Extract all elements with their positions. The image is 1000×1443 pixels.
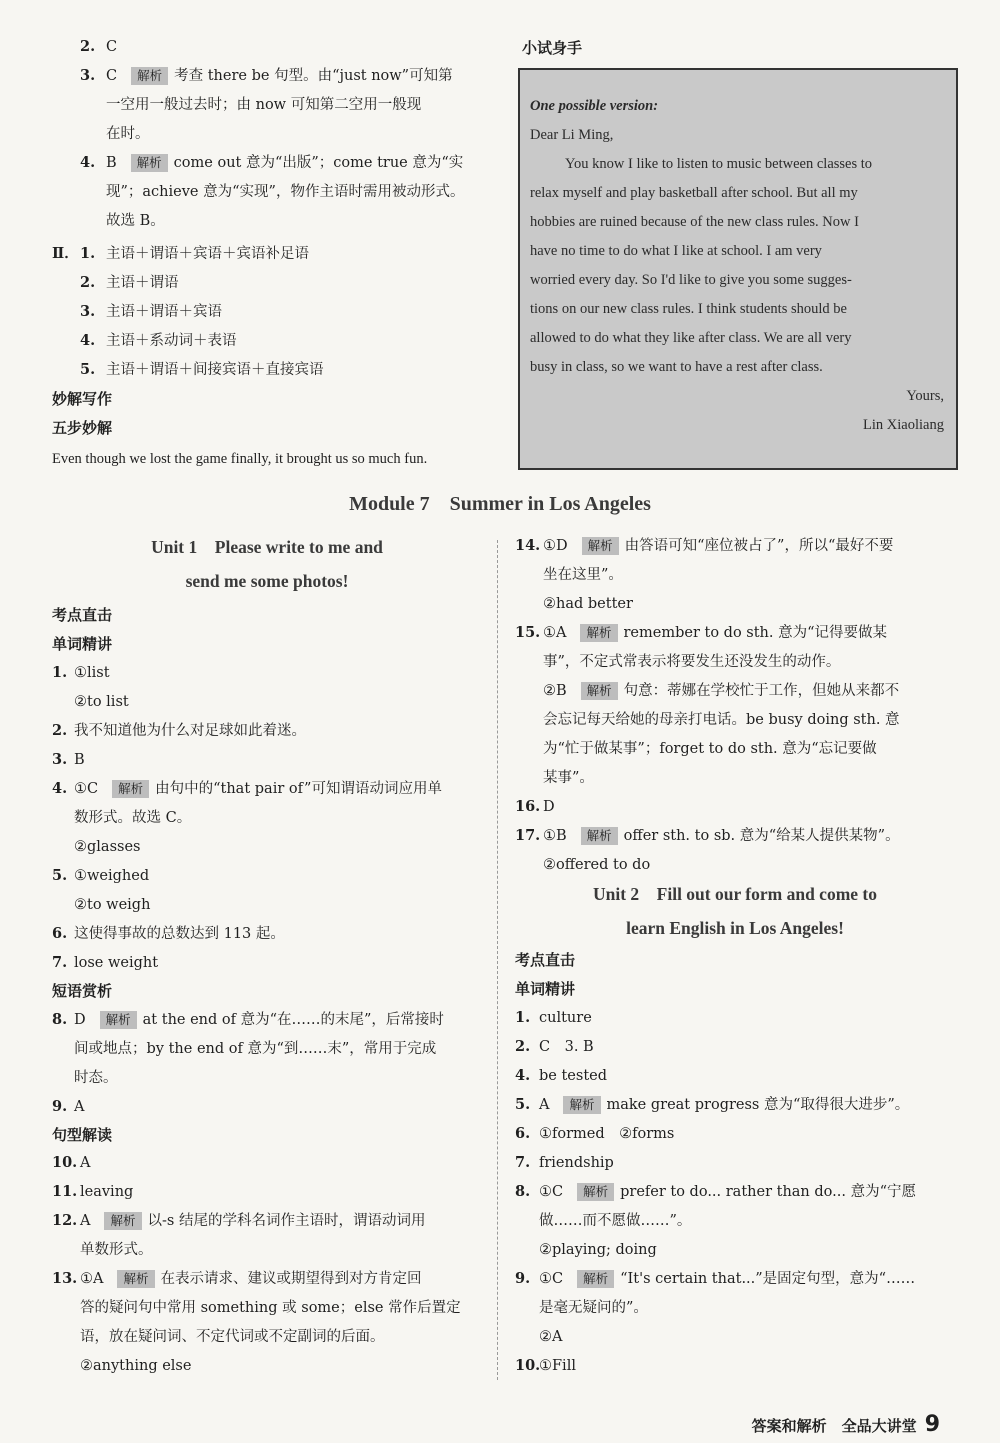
right-line <box>515 681 899 701</box>
right-line <box>515 594 633 614</box>
answer-text: 坐在这里”。 <box>543 567 623 583</box>
item-number: 8. <box>52 1011 68 1028</box>
answer-text: ①B <box>543 828 567 844</box>
answer-text: 为“忙于做某事”；forget to do sth. 意为“忘记要做 <box>543 741 877 757</box>
answer-text: 语，放在疑问词、不定代词或不定副词的后面。 <box>80 1329 385 1345</box>
unit1-title-line1: Unit 1 Please write to me and <box>151 537 383 557</box>
answer-text: 时态。 <box>74 1070 118 1086</box>
unit1b-line <box>52 1010 444 1030</box>
section-two-line <box>80 302 222 322</box>
item-number: 8. <box>515 1183 531 1200</box>
analysis-text: at the end of 意为“在……的末尾”，后常接时 <box>142 1012 444 1028</box>
answer-text: 这使得事故的总数达到 113 起。 <box>74 926 285 942</box>
item-number: 12. <box>52 1212 78 1229</box>
section-two-line <box>80 360 324 380</box>
answer-text: 主语＋谓语＋宾语 <box>106 304 222 320</box>
item-number: 4. <box>80 332 96 349</box>
unit1-line <box>52 953 158 973</box>
answer-text: A <box>80 1213 91 1229</box>
answer-text: ①C <box>539 1271 564 1287</box>
top-left-line <box>80 66 453 86</box>
item-number: 9. <box>52 1098 68 1115</box>
analysis-text: 句意：蒂娜在学校忙于工作，但她从来都不 <box>623 683 900 699</box>
analysis-tag: 解析 <box>577 1270 614 1288</box>
phrase-heading: 短语赏析 <box>52 982 113 1000</box>
answer-text: ①A <box>543 625 567 641</box>
answer-text: B <box>106 155 117 171</box>
right-line <box>515 623 887 643</box>
answer-text: C 3. B <box>539 1039 594 1055</box>
unit2-title-line1: Unit 2 Fill out our form and come to <box>592 884 878 904</box>
item-number: 16. <box>515 798 541 815</box>
analysis-tag: 解析 <box>104 1212 141 1230</box>
right-line <box>515 739 877 759</box>
item-number: 13. <box>52 1270 78 1287</box>
answer-text: ①list <box>74 665 110 681</box>
analysis-text: come out 意为“出版”；come true 意为“实 <box>173 155 464 171</box>
unit2-line <box>515 1095 909 1115</box>
letter-line: relax myself and play basketball after school. But all my <box>530 185 858 201</box>
analysis-text: prefer to do... rather than do... 意为“宁愿 <box>620 1184 916 1200</box>
answer-text: C <box>106 68 118 84</box>
answer-text: A <box>539 1097 550 1113</box>
column-divider <box>497 540 498 1380</box>
answer-text: A <box>80 1155 91 1171</box>
answer-text: ②B <box>543 683 567 699</box>
analysis-tag: 解析 <box>563 1096 600 1114</box>
section-two-roman: Ⅱ． <box>52 245 79 262</box>
item-number: 7. <box>52 954 68 971</box>
unit1-line <box>52 692 129 712</box>
item-number: 6. <box>515 1125 531 1142</box>
answer-text: 答的疑问句中常用 something 或 some；else 常作后置定 <box>80 1300 461 1316</box>
analysis-text: remember to do sth. 意为“记得要做某 <box>623 625 888 641</box>
unit1c-line <box>52 1182 133 1202</box>
answer-text: ①C <box>539 1184 564 1200</box>
answer-text: ②to list <box>74 694 129 710</box>
section-two-line <box>80 273 179 293</box>
item-number: 2. <box>80 38 96 55</box>
unit1-line <box>52 663 110 683</box>
item-number: 10. <box>52 1154 78 1171</box>
analysis-tag: 解析 <box>117 1270 154 1288</box>
letter-line: Yours, <box>906 388 944 404</box>
writing-sentence: Even though we lost the game finally, it brought us so much fun. <box>52 451 428 467</box>
answer-text: be tested <box>539 1068 608 1084</box>
writing-heading: 妙解写作 <box>52 390 113 408</box>
answer-text: ②had better <box>543 596 633 612</box>
practice-heading: 小试身手 <box>522 39 583 57</box>
item-number: 7. <box>515 1154 531 1171</box>
unit1c-line <box>52 1240 153 1260</box>
item-number: 2. <box>52 722 68 739</box>
item-number: 5. <box>515 1096 531 1113</box>
letter-line: have no time to do what I like at school. I am very <box>530 243 822 259</box>
answer-text: C <box>106 39 118 55</box>
analysis-text: 在表示请求、建议或期望得到对方肯定回 <box>160 1271 422 1287</box>
answer-text: ②anything else <box>80 1358 192 1374</box>
letter-line: busy in class, so we want to have a rest after class. <box>530 359 823 375</box>
item-number: 14. <box>515 537 541 554</box>
answer-text: friendship <box>539 1155 614 1171</box>
answer-text: culture <box>539 1010 592 1026</box>
top-left-line <box>80 95 421 115</box>
item-number: 3. <box>52 751 68 768</box>
letter-line: allowed to do what they like after class. We are all very <box>530 330 852 346</box>
answer-text: ①A <box>80 1271 104 1287</box>
answer-text: 主语＋系动词＋表语 <box>106 333 237 349</box>
item-number: 3. <box>80 67 96 84</box>
item-number: 5. <box>80 361 96 378</box>
analysis-text: 由句中的“that pair of”可知谓语动词应用单 <box>155 781 442 797</box>
answer-text: ②offered to do <box>543 857 651 873</box>
item-number: 4. <box>80 154 96 171</box>
analysis-tag: 解析 <box>580 624 617 642</box>
right-line <box>515 565 623 585</box>
unit1b-line <box>52 1039 436 1059</box>
answer-text: 单数形式。 <box>80 1242 153 1258</box>
page-footer <box>752 1412 940 1437</box>
item-number: 9. <box>515 1270 531 1287</box>
unit2-line <box>515 1298 648 1318</box>
analysis-tag: 解析 <box>131 67 168 85</box>
item-number: 6. <box>52 925 68 942</box>
letter-line: Dear Li Ming, <box>530 127 614 143</box>
unit2-line <box>515 1153 614 1173</box>
item-number: 1. <box>52 664 68 681</box>
unit1-title-line2: send me some photos! <box>185 571 349 591</box>
right-line <box>515 826 900 846</box>
analysis-text: “It's certain that...”是固定句型，意为“…… <box>620 1271 916 1287</box>
unit1c-line <box>52 1327 385 1347</box>
letter-line: tions on our new class rules. I think students should be <box>530 301 847 317</box>
answer-text: 我不知道他为什么对足球如此着迷。 <box>74 723 306 739</box>
item-number: 17. <box>515 827 541 844</box>
unit1-line <box>52 721 306 741</box>
analysis-tag: 解析 <box>581 827 618 845</box>
answer-text: ①formed ②forms <box>539 1126 675 1142</box>
answer-text: 主语＋谓语＋宾语＋宾语补足语 <box>106 246 309 262</box>
answer-text: 是毫无疑问的”。 <box>539 1300 648 1316</box>
answer-text: D <box>543 799 555 815</box>
answer-text: ①C <box>74 781 99 797</box>
top-left-line <box>80 211 165 231</box>
unit2-kaodian-heading: 考点直击 <box>515 951 576 969</box>
unit2-line <box>515 1066 607 1086</box>
item-number: 1. <box>80 245 96 262</box>
answer-text: ①Fill <box>539 1358 576 1374</box>
analysis-tag: 解析 <box>577 1183 614 1201</box>
unit1c-line <box>52 1153 90 1173</box>
page-number: 9 <box>924 1412 940 1437</box>
answer-text: 做……而不愿做……”。 <box>539 1213 692 1229</box>
top-left-line <box>80 182 464 202</box>
unit1-line <box>52 750 85 770</box>
sentence-heading: 句型解读 <box>52 1126 113 1144</box>
kaodian-heading: 考点直击 <box>52 606 113 624</box>
unit1-line <box>52 895 150 915</box>
letter-line: worried every day. So I'd like to give you some sugges- <box>530 272 852 288</box>
answer-text: ②playing; doing <box>539 1242 657 1258</box>
letter-line: One possible version: <box>530 98 659 114</box>
analysis-tag: 解析 <box>131 154 168 172</box>
answer-text: 会忘记每天给她的母亲打电话。be busy doing sth. 意 <box>543 712 900 728</box>
unit1c-line <box>52 1269 422 1289</box>
item-number: 4. <box>515 1067 531 1084</box>
answer-text: 某事”。 <box>543 770 594 786</box>
answer-text: 在时。 <box>106 126 150 142</box>
item-number: 11. <box>52 1183 78 1200</box>
module-title: Module 7 Summer in Los Angeles <box>349 493 651 515</box>
unit2-line <box>515 1037 594 1057</box>
analysis-text: make great progress 意为“取得很大进步”。 <box>606 1097 910 1113</box>
answer-text: A <box>74 1099 85 1115</box>
unit2-line <box>515 1124 674 1144</box>
sample-letter-box <box>518 68 958 470</box>
unit1c-line <box>52 1298 461 1318</box>
unit1-line <box>52 779 442 799</box>
answer-text: 一空用一般过去时；由 now 可知第二空用一般现 <box>106 97 422 113</box>
answer-text: 主语＋谓语 <box>106 275 179 291</box>
unit1c-line <box>52 1356 191 1376</box>
right-line <box>515 652 840 672</box>
right-line <box>515 797 555 817</box>
right-line <box>515 536 893 556</box>
section-two-line <box>80 244 309 264</box>
analysis-tag: 解析 <box>582 537 619 555</box>
unit2-line <box>515 1356 576 1376</box>
analysis-text: 由答语可知“座位被占了”，所以“最好不要 <box>624 538 894 554</box>
item-number: 3. <box>80 303 96 320</box>
unit1-line <box>52 837 140 857</box>
unit2-line <box>515 1211 691 1231</box>
analysis-text: 以-s 结尾的学科名词作主语时，谓语动词用 <box>147 1213 426 1229</box>
item-number: 2. <box>80 274 96 291</box>
unit2-line <box>515 1327 562 1347</box>
word-heading: 单词精讲 <box>52 635 113 653</box>
item-number: 10. <box>515 1357 541 1374</box>
unit1-line <box>52 866 149 886</box>
unit1-line <box>52 924 285 944</box>
analysis-text: offer sth. to sb. 意为“给某人提供某物”。 <box>623 828 900 844</box>
answer-text: 现”；achieve 意为“实现”，物作主语时需用被动形式。 <box>106 184 465 200</box>
answer-text: ②to weigh <box>74 897 151 913</box>
item-number: 4. <box>52 780 68 797</box>
answer-text: lose weight <box>74 955 159 971</box>
unit1-line <box>52 808 191 828</box>
analysis-tag: 解析 <box>112 780 149 798</box>
answer-text: 事”，不定式常表示将要发生还没发生的动作。 <box>543 654 841 670</box>
answer-text: 间或地点；by the end of 意为“到……末”，常用于完成 <box>74 1041 437 1057</box>
unit2-line <box>515 1240 657 1260</box>
footer-label: 答案和解析 全品大讲堂 <box>751 1417 917 1435</box>
letter-line: Lin Xiaoliang <box>863 417 944 433</box>
item-number: 1. <box>515 1009 531 1026</box>
unit2-word-heading: 单词精讲 <box>515 980 576 998</box>
analysis-tag: 解析 <box>100 1011 137 1029</box>
answer-text: B <box>74 752 85 768</box>
top-left-line <box>80 153 463 173</box>
answer-text: 主语＋谓语＋间接宾语＋直接宾语 <box>106 362 324 378</box>
top-left-line <box>80 124 150 144</box>
letter-line: hobbies are ruined because of the new class rules. Now I <box>530 214 859 230</box>
unit1b-line <box>52 1097 84 1117</box>
unit2-line <box>515 1182 916 1202</box>
answer-text: ①D <box>543 538 568 554</box>
top-left-line <box>80 37 117 57</box>
answer-text: D <box>74 1012 86 1028</box>
answer-text: 数形式。故选 C。 <box>74 810 192 826</box>
analysis-tag: 解析 <box>581 682 618 700</box>
answer-text: ①weighed <box>74 868 150 884</box>
unit2-line <box>515 1269 915 1289</box>
right-line <box>515 710 900 730</box>
answer-text: leaving <box>80 1184 134 1200</box>
answer-text: ②A <box>539 1329 563 1345</box>
unit1b-line <box>52 1068 118 1088</box>
right-line <box>515 855 650 875</box>
writing-sub: 五步妙解 <box>52 419 113 437</box>
unit2-title-line2: learn English in Los Angeles! <box>626 918 844 938</box>
answer-text: ②glasses <box>74 839 141 855</box>
unit2-line <box>515 1008 592 1028</box>
item-number: 2. <box>515 1038 531 1055</box>
right-line <box>515 768 594 788</box>
section-two-line <box>80 331 237 351</box>
item-number: 15. <box>515 624 541 641</box>
analysis-text: 考查 there be 句型。由“just now”可知第 <box>174 68 453 84</box>
unit1c-line <box>52 1211 425 1231</box>
answer-text: 故选 B。 <box>106 213 165 229</box>
letter-line: You know I like to listen to music between classes to <box>565 156 873 172</box>
item-number: 5. <box>52 867 68 884</box>
